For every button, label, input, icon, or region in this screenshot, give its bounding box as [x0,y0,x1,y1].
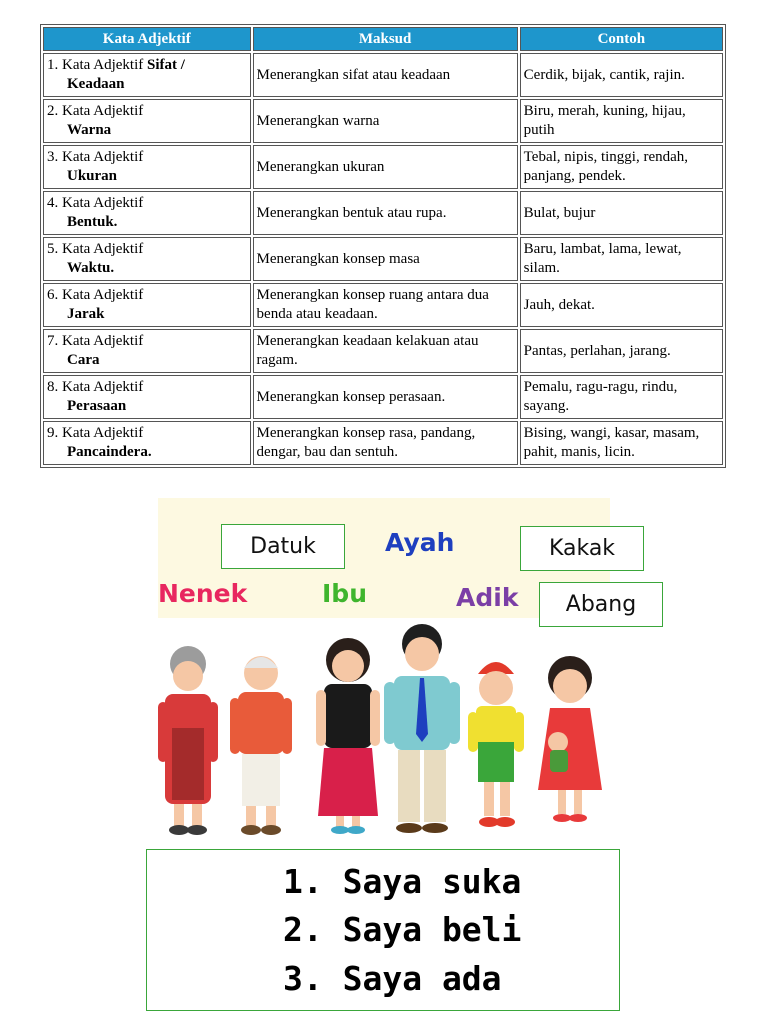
type-number: 6. Kata Adjektif [47,287,144,303]
type-number: 4. Kata Adjektif [47,195,144,211]
word-ibu: Ibu [322,579,367,608]
type-number: 1. Kata Adjektif [47,57,147,73]
table-row [43,53,723,97]
cell-type [43,375,251,419]
sentence-line-2: 2. Saya beli [283,910,522,949]
header-kata-adjektif: Kata Adjektif [43,27,251,51]
grandmother-figure [158,646,218,835]
cell-meaning: Menerangkan sifat atau keadaan [253,53,518,97]
cell-meaning: Menerangkan konsep ruang antara dua benda atau keadaan. [253,283,518,327]
type-number: 5. Kata Adjektif [47,241,144,257]
type-kind: Jarak [67,306,105,322]
type-kind: Bentuk. [67,214,118,230]
cell-meaning: Menerangkan konsep perasaan. [253,375,518,419]
cell-meaning: Menerangkan konsep rasa, pandang, dengar, bau dan sentuh. [253,421,518,465]
cell-meaning: Menerangkan konsep masa [253,237,518,281]
type-kind-2: Keadaan [67,76,125,92]
type-kind: Cara [67,352,100,368]
table-row [43,283,723,327]
word-nenek: Nenek [158,579,248,608]
table-row [43,375,723,419]
type-kind: Pancaindera. [67,444,152,460]
cell-type [43,53,251,97]
sentence-line-1: 1. Saya suka [283,862,522,901]
cell-example: Bulat, bujur [520,191,723,235]
cell-meaning: Menerangkan ukuran [253,145,518,189]
cell-type [43,237,251,281]
cell-example: Bising, wangi, kasar, masam, pahit, manis, licin. [520,421,723,465]
cell-type [43,283,251,327]
cell-type [43,329,251,373]
father-figure [384,624,460,833]
boy-figure [468,662,524,827]
word-box-kakak: Kakak [520,526,644,571]
type-kind: Sifat / [146,57,185,73]
word-box-abang: Abang [539,582,663,627]
mother-figure [316,638,380,834]
cell-meaning: Menerangkan bentuk atau rupa. [253,191,518,235]
sentence-box [146,849,620,1011]
cell-type [43,145,251,189]
type-number: 8. Kata Adjektif [47,379,144,395]
cell-type [43,191,251,235]
type-number: 7. Kata Adjektif [47,333,144,349]
cell-example: Biru, merah, kuning, hijau, putih [520,99,723,143]
table-row [43,191,723,235]
table-row [43,145,723,189]
cell-meaning: Menerangkan keadaan kelakuan atau ragam. [253,329,518,373]
table-header-row [43,27,723,51]
word-ayah: Ayah [385,528,455,557]
type-number: 9. Kata Adjektif [47,425,144,441]
cell-example: Pemalu, ragu-ragu, rindu, sayang. [520,375,723,419]
table-row [43,99,723,143]
type-kind: Warna [67,122,112,138]
table-row [43,421,723,465]
header-contoh: Contoh [520,27,723,51]
cell-example: Jauh, dekat. [520,283,723,327]
word-adik: Adik [456,583,519,612]
cell-type [43,99,251,143]
word-box-datuk: Datuk [221,524,345,569]
grandfather-figure [230,656,292,835]
header-maksud: Maksud [253,27,518,51]
table-row [43,237,723,281]
table-row [43,329,723,373]
family-illustration [158,618,610,836]
cell-type [43,421,251,465]
cell-example: Cerdik, bijak, cantik, rajin. [520,53,723,97]
cell-example: Baru, lambat, lama, lewat, silam. [520,237,723,281]
cell-example: Tebal, nipis, tinggi, rendah, panjang, pendek. [520,145,723,189]
cell-meaning: Menerangkan warna [253,99,518,143]
type-kind: Waktu. [67,260,115,276]
type-kind: Perasaan [67,398,127,414]
adjective-table [40,24,726,468]
type-kind: Ukuran [67,168,118,184]
type-number: 3. Kata Adjektif [47,149,144,165]
sentence-line-3: 3. Saya ada [283,959,502,998]
girl-figure [538,656,602,822]
cell-example: Pantas, perlahan, jarang. [520,329,723,373]
type-number: 2. Kata Adjektif [47,103,144,119]
